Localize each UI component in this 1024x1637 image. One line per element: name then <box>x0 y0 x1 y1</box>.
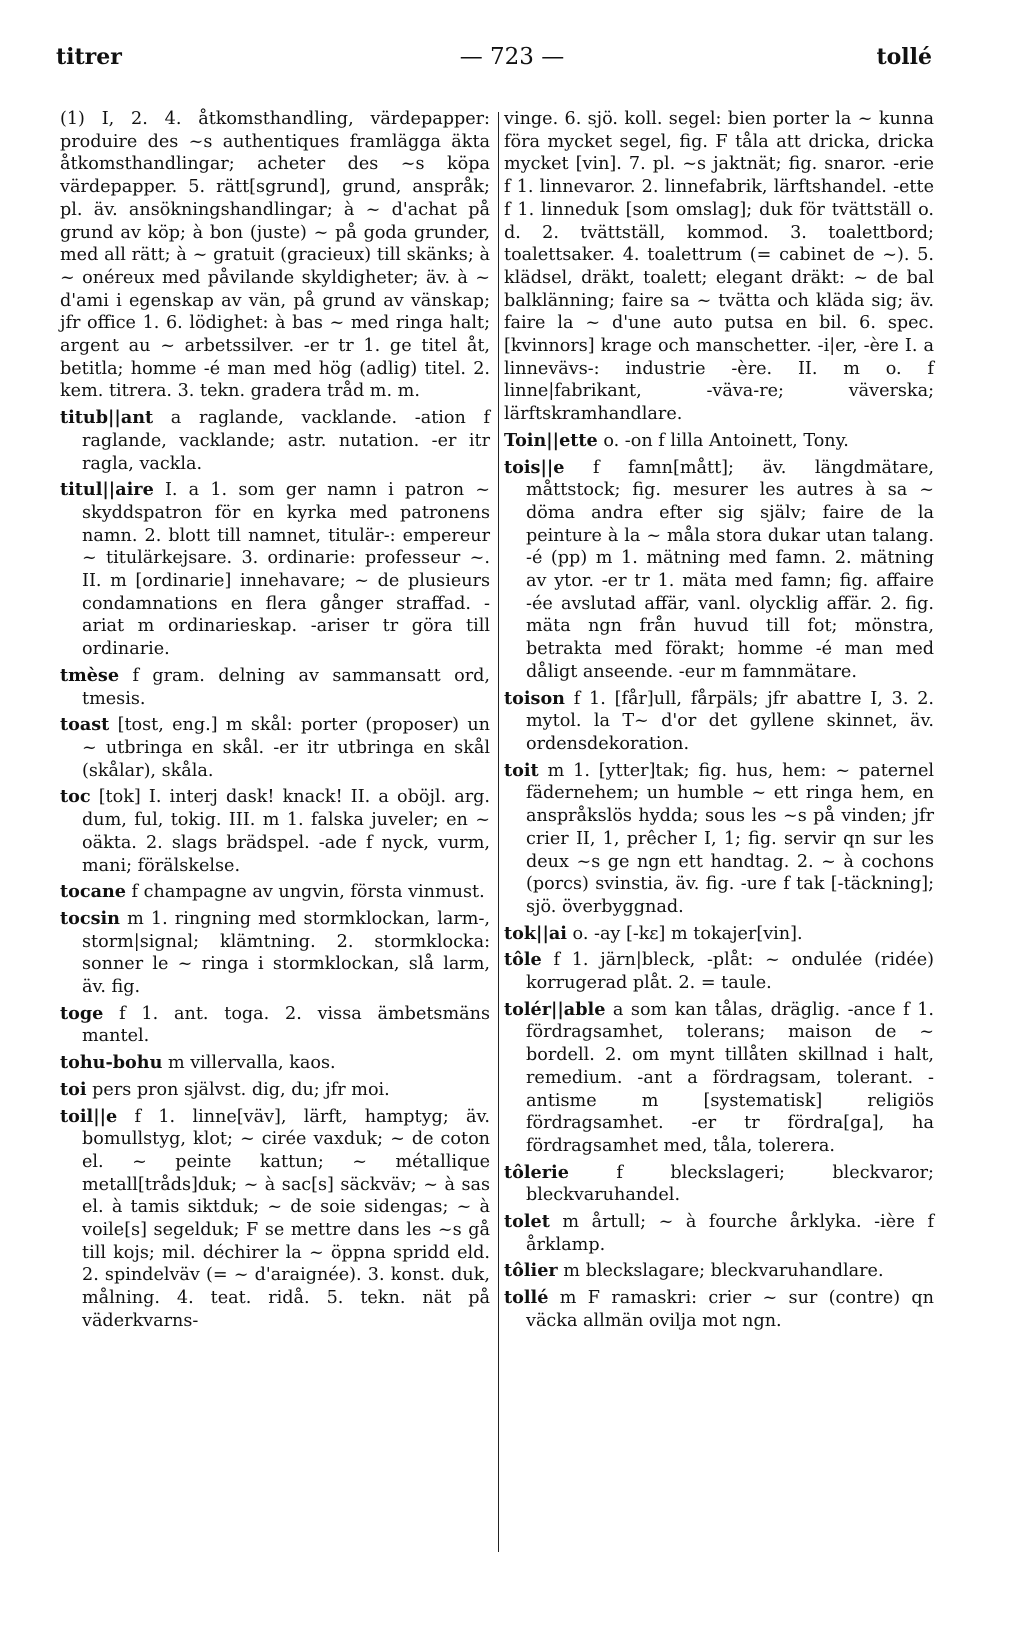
dictionary-entry <box>504 949 934 994</box>
entry-definition: m villervalla, kaos. <box>162 1053 336 1074</box>
dictionary-entry <box>60 479 490 661</box>
entry-definition: m 1. [ytter]tak; fig. hus, hem: ~ paternel fädernehem; un humble ~ ett ringa hem, en anspråkslös hydda; sous les ~s på vinden; jfr crier II, 1, prêcher I, 1; fig. servir qn sur les deux ~s ge ngn ett handtag. 2. ~ à cochons (porcs) svinstia, äv. fig. -ure f tak [-täckning]; sjö. överbyggnad. <box>526 760 934 917</box>
entry-definition: a som kan tålas, dräglig. -ance f 1. fördragsamhet, tolerans; maison de ~ bordell. 2. om mynt tillåten skillnad i halt, remedium. -ant a fördragsam, tolerant. -antisme m [systematisk] religiös fördragsamhet. -er tr fördra[ga], ha fördragsamhet med, tåla, tolerera. <box>526 999 934 1156</box>
entry-definition: m årtull; ~ à fourche årklyka. -ière f årklamp. <box>526 1212 934 1255</box>
dictionary-entry <box>504 688 934 756</box>
entry-definition: (1) I, 2. 4. åtkomsthandling, värdepapper: produire des ~s authentiques framlägga äkta åtkomsthandlingar; acheter des ~s köpa värdepapper. 5. rätt[sgrund], grund, anspråk; pl. äv. ansökningshandlingar; à ~ d'achat på grund av köp; à bon (juste) ~ på goda grunder, med all rätt; à ~ gratuit (gracieux) till skänks; à ~ onéreux med påvilande skyldigheter; äv. à ~ d'ami i egenskap av vän, på grund av vänskap; jfr office 1. 6. lödighet: à bas ~ med ringa halt; argent au ~ arbetssilver. -er tr 1. ge titel åt, betitla; homme -é man med hög (adlig) titel. 2. kem. titrera. 3. tekn. gradera tråd m. m. <box>60 109 490 402</box>
entry-definition: pers pron självst. dig, du; jfr moi. <box>86 1079 390 1100</box>
dictionary-entry <box>504 760 934 919</box>
dictionary-entry <box>60 881 490 904</box>
entry-definition: I. a 1. som ger namn i patron ~ skyddspatron för en kyrka med patronens namn. 2. blott till namnet, titulär-: empereur ~ titulärkejsare. 3. ordinarie: professeur ~. II. m [ordinarie] innehavare; ~ de plusieurs condamnations en flera gånger straffad. -ariat m ordinarieskap. -ariser tr göra till ordinarie. <box>82 480 490 660</box>
entry-headword: titul||aire <box>60 479 154 501</box>
entry-headword: toc <box>60 786 91 808</box>
entry-headword: tôlerie <box>504 1161 569 1183</box>
entry-definition: m F ramaskri: crier ~ sur (contre) qn väcka allmän ovilja mot ngn. <box>526 1288 934 1331</box>
entry-headword: toi <box>60 1078 87 1100</box>
entry-headword: tocane <box>60 881 126 903</box>
dictionary-entry <box>504 1287 934 1332</box>
dictionary-entry <box>60 786 490 877</box>
dictionary-entry <box>504 1162 934 1207</box>
entry-definition: m bleckslagare; bleckvaruhandlare. <box>557 1261 884 1282</box>
dictionary-entry <box>60 714 490 782</box>
entry-headword: toge <box>60 1002 104 1024</box>
dictionary-entry <box>504 1260 934 1283</box>
dictionary-entry <box>504 999 934 1158</box>
dictionary-entry <box>60 1052 490 1075</box>
entry-headword: toison <box>504 687 565 709</box>
entry-definition: f 1. linne[väv], lärft, hamptyg; äv. bomullstyg, klot; ~ cirée vaxduk; ~ de coton el. ~ peinte kattun; ~ métallique metall[tråds]duk; ~ à sac[s] säckväv; ~ à sas el. à tamis siktduk; ~ de soie sidengas; ~ à voile[s] segelduk; F se mettre dans les ~s gå till kojs; mil. déchirer la ~ öppna spridd eld. 2. spindelväv (= ~ d'araignée). 3. konst. duk, målning. 4. teat. ridå. 5. tekn. nät på väderkvarns- <box>82 1106 490 1331</box>
dictionary-entry <box>504 923 934 946</box>
dictionary-entry <box>60 1106 490 1333</box>
entry-definition: f famn[mått]; äv. längdmätare, måttstock; fig. mesurer les autres à sa ~ döma andra efter sig själv; faire de la peinture à la ~ måla stora dukar utan talang. -é (pp) m 1. mätning med famn. 2. mätning av ytor. -er tr 1. mäta med famn; fig. affaire -ée avslutad affär, vanl. olycklig affär. 2. fig. mäta ngn från huvud till fot; mönstra, betrakta med förakt; homme -é man med dåligt anseende. -eur m famnmätare. <box>526 457 934 682</box>
dictionary-entry <box>504 457 934 684</box>
running-head-right: tollé <box>876 44 932 70</box>
entry-definition: o. -on f lilla Antoinett, Tony. <box>597 430 849 451</box>
dictionary-entry <box>60 108 490 403</box>
entry-headword: tois||e <box>504 456 565 478</box>
entry-headword: tocsin <box>60 907 120 929</box>
entry-definition: f 1. [får]ull, fårpäls; jfr abattre I, 3. 2. mytol. la T~ d'or det gyllene skinnet, äv. ordensdekoration. <box>526 688 934 754</box>
entry-headword: tôle <box>504 949 542 971</box>
entry-headword: toit <box>504 759 539 781</box>
dictionary-entry <box>504 1211 934 1256</box>
entry-definition: [tost, eng.] m skål: porter (proposer) un ~ utbringa en skål. -er itr utbringa en skål (skålar), skåla. <box>82 715 490 781</box>
entry-definition: f 1. järn|bleck, -plåt: ~ ondulée (ridée) korrugerad plåt. 2. = taule. <box>526 950 934 994</box>
dictionary-entry <box>60 665 490 710</box>
entry-headword: tohu-bohu <box>60 1052 163 1074</box>
entry-headword: tok||ai <box>504 922 567 944</box>
dictionary-entry <box>60 1079 490 1102</box>
dictionary-entry <box>504 108 934 426</box>
dictionary-entry <box>60 407 490 475</box>
entry-headword: tôlier <box>504 1260 558 1282</box>
entry-headword: toil||e <box>60 1105 118 1127</box>
entry-definition: o. -ay [-kε] m tokajer[vin]. <box>566 923 803 944</box>
entry-definition: a raglande, vacklande. -ation f raglande, vacklande; astr. nutation. -er itr ragla, vackla. <box>82 408 490 474</box>
entry-headword: tolér||able <box>504 998 606 1020</box>
entry-definition: f 1. ant. toga. 2. vissa ämbetsmäns mantel. <box>82 1003 490 1047</box>
entry-definition: [tok] I. interj dask! knack! II. a oböjl. arg. dum, ful, tokig. III. m 1. falska juveler; en ~ oäkta. 2. slags brädspel. -ade f nyck, vurm, mani; förälskelse. <box>82 787 490 876</box>
entry-headword: tmèse <box>60 664 120 686</box>
entry-definition: m 1. ringning med stormklockan, larm-, storm|signal; klämtning. 2. stormklocka: sonner le ~ ringa i stormklockan, slå larm, äv. fig. <box>82 908 490 998</box>
dictionary-entry <box>60 1003 490 1048</box>
entry-headword: titub||ant <box>60 407 154 429</box>
entry-definition: f gram. delning av sammansatt ord, tmesis. <box>82 665 490 709</box>
left-column <box>60 108 490 1337</box>
page-number: — 723 — <box>459 44 565 70</box>
entry-headword: tollé <box>504 1287 549 1309</box>
dictionary-entry <box>60 908 490 999</box>
dictionary-entry <box>504 430 934 453</box>
entry-headword: tolet <box>504 1211 550 1233</box>
running-head-left: titrer <box>56 44 122 70</box>
entry-definition: vinge. 6. sjö. koll. segel: bien porter la ~ kunna föra mycket segel, fig. F tåla att dricka, dricka mycket [vin]. 7. pl. ~s jaktnät; fig. snaror. -erie f 1. linnevaror. 2. linnefabrik, lärftshandel. -ette f 1. linneduk [som omslag]; duk för tvättställ o. d. 2. tvättställ, kommod. 3. toalettbord; toalettsaker. 4. toalettrum (= cabinet de ~). 5. klädsel, dräkt, toalett; elegant dräkt: ~ de bal balklänning; faire sa ~ tvätta och kläda sig; äv. faire la ~ d'une auto putsa en bil. 6. spec. [kvinnors] krage och manschetter. -i|er, -ère I. a linnevävs-: industrie -ère. II. m o. f linne|fabrikant, -väva-re; väverska; lärftskramhandlare. <box>504 109 934 425</box>
right-column <box>504 108 934 1337</box>
entry-headword: Toin||ette <box>504 429 598 451</box>
column-divider <box>498 112 499 1552</box>
entry-definition: f champagne av ungvin, första vinmust. <box>125 882 485 903</box>
entry-definition: f bleckslageri; bleckvaror; bleckvaruhandel. <box>526 1162 934 1206</box>
entry-headword: toast <box>60 714 110 736</box>
